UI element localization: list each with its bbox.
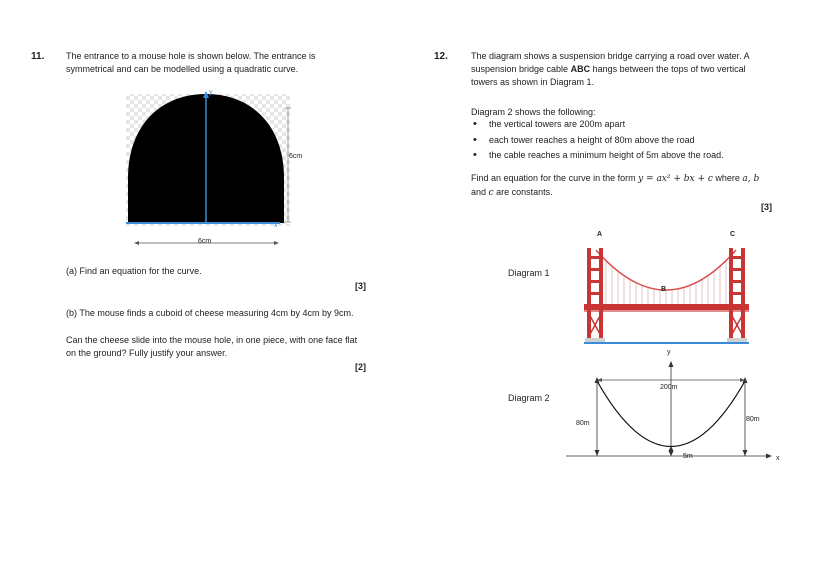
q12-intro-line2-pre: suspension bridge cable	[471, 64, 571, 74]
mouse-hole-width-label: 6cm	[198, 238, 212, 245]
q12-intro-line1: The diagram shows a suspension bridge carrying a road over water. A	[471, 51, 750, 61]
d2-left-height-label: 80m	[576, 420, 590, 427]
question-12-intro	[471, 50, 811, 89]
q11-part-b-question	[66, 334, 406, 360]
q11-part-a: (a) Find an equation for the curve.	[66, 266, 202, 276]
q12-intro-line2-post: hangs between the tops of two vertical	[590, 64, 746, 74]
q12-bullet-3: • the cable reaches a minimum height of 5m above the road.	[471, 148, 724, 164]
bridge-road-deck	[584, 304, 749, 310]
d2-right-height-label: 80m	[746, 416, 760, 423]
cable-parabola-diagram	[560, 355, 800, 465]
bridge-right-tower	[727, 248, 747, 342]
point-a-label: A	[597, 231, 603, 238]
q11-part-b-line2: on the ground? Fully justify your answer.	[66, 348, 228, 358]
q12-find-pre: Find an equation for the curve in the form	[471, 173, 639, 183]
q12-bullet-1: • the vertical towers are 200m apart	[471, 117, 724, 133]
q11-part-a-marks: [3]	[355, 281, 366, 291]
q12-bullet-list	[471, 117, 724, 164]
q12-diagram2-intro: Diagram 2 shows the following:	[471, 107, 596, 117]
q11-intro-line1: The entrance to a mouse hole is shown below. The entrance is	[66, 51, 316, 61]
question-11-intro	[66, 50, 406, 76]
mouse-hole-height-label: 6cm	[289, 153, 303, 160]
mouse-hole-y-label: y	[209, 89, 213, 96]
d2-min-height-label: 5m	[683, 453, 693, 460]
q11-part-b-line1: Can the cheese slide into the mouse hole, in one piece, with one face flat	[66, 335, 358, 345]
d2-y-label: y	[667, 349, 671, 356]
q12-find-line2: and c are constants.	[471, 187, 553, 198]
bridge-main-cable	[596, 250, 736, 290]
diagram-1-label: Diagram 1	[508, 268, 550, 278]
point-c-label: C	[730, 231, 736, 238]
question-11-number: 11.	[31, 51, 45, 62]
q12-find-line1	[471, 172, 811, 186]
mouse-hole-x-label: x	[274, 222, 278, 229]
bridge-left-tower	[585, 248, 605, 342]
point-b-label: B	[661, 286, 667, 293]
mouse-hole-figure	[118, 88, 293, 248]
q12-marks: [3]	[761, 202, 772, 212]
question-12-number: 12.	[434, 51, 448, 62]
q12-find-equation	[471, 172, 811, 200]
d2-x-label: x	[776, 455, 780, 462]
cable-abc-label: ABC	[570, 64, 591, 74]
q12-constants-ab: a, b	[742, 174, 760, 184]
d2-span-label: 200m	[660, 384, 678, 391]
bridge-hangers	[606, 260, 726, 304]
q12-intro-line3: towers as shown in Diagram 1.	[471, 77, 595, 87]
q12-formula: y = ax² + bx + c	[638, 174, 713, 184]
q11-intro-line2: symmetrical and can be modelled using a quadratic curve.	[66, 64, 299, 74]
q12-find-mid: where	[712, 173, 743, 183]
q12-bullet-2: • each tower reaches a height of 80m above the road	[471, 133, 724, 149]
q11-part-b-marks: [2]	[355, 362, 366, 372]
q12-intro-line2	[471, 63, 811, 76]
suspension-bridge-diagram	[584, 238, 749, 350]
q12-constant-c: c	[488, 188, 494, 198]
q11-part-b: (b) The mouse finds a cuboid of cheese measuring 4cm by 4cm by 9cm.	[66, 308, 354, 318]
diagram-2-label: Diagram 2	[508, 393, 550, 403]
